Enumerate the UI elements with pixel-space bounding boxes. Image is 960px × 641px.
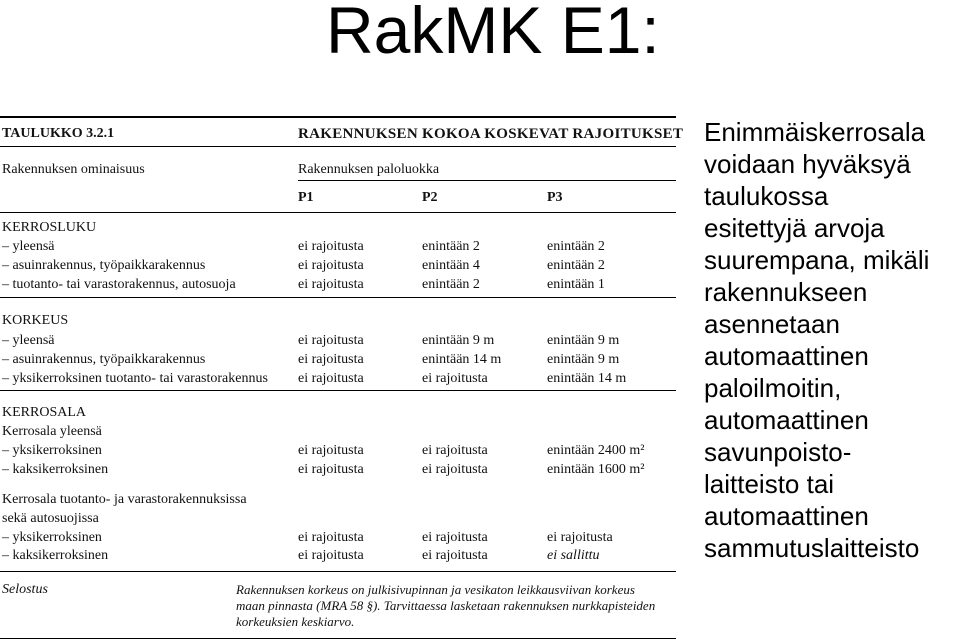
table-top-rule <box>0 116 676 118</box>
class-p2: P2 <box>422 190 438 205</box>
row-label: – kaksikerroksinen <box>2 462 109 477</box>
col-class-header: Rakennuksen paloluokka <box>298 162 440 177</box>
table-rule <box>0 146 676 147</box>
explanation-label: Selostus <box>2 582 48 597</box>
table-rule <box>0 571 676 572</box>
row-value-p3: ei rajoitusta <box>547 530 613 545</box>
side-text <box>704 116 960 564</box>
row-value-p1: ei rajoitusta <box>298 258 364 273</box>
row-value-p1: ei rajoitusta <box>298 239 364 254</box>
section-title: KERROSALA <box>2 405 87 420</box>
table-rule <box>0 212 676 213</box>
table-heading: RAKENNUKSEN KOKOA KOSKEVAT RAJOITUKSET <box>298 126 684 142</box>
row-value-p1: ei rajoitusta <box>298 530 364 545</box>
section-title: KERROSLUKU <box>2 220 97 235</box>
table-rule <box>298 180 676 181</box>
col-property-header: Rakennuksen ominaisuus <box>2 162 145 177</box>
side-text-line: paloilmoitin, <box>704 373 842 403</box>
row-value-p2: ei rajoitusta <box>422 371 488 386</box>
row-value-p1: ei rajoitusta <box>298 352 364 367</box>
row-value-p3: enintään 1600 m² <box>547 462 645 477</box>
row-value-p1: ei rajoitusta <box>298 277 364 292</box>
row-label: – yksikerroksinen <box>2 530 102 545</box>
class-p3: P3 <box>547 190 563 205</box>
row-value-p3: ei sallittu <box>547 548 600 563</box>
table-rule <box>0 390 676 391</box>
row-value-p3: enintään 2400 m² <box>547 443 645 458</box>
explanation-line: maan pinnasta (MRA 58 §). Tarvittaessa lasketaan rakennuksen nurkkapisteiden <box>236 598 656 613</box>
section-subtitle: Kerrosala yleensä <box>2 424 102 439</box>
row-value-p2: enintään 2 <box>422 277 480 292</box>
row-value-p1: ei rajoitusta <box>298 443 364 458</box>
row-value-p2: ei rajoitusta <box>422 443 488 458</box>
side-text-line: rakennukseen <box>704 277 868 307</box>
section-title: KORKEUS <box>2 313 69 328</box>
row-value-p2: enintään 14 m <box>422 352 502 367</box>
explanation-line: korkeuksien keskiarvo. <box>236 614 355 629</box>
section-subtitle: Kerrosala tuotanto- ja varastorakennuksissa <box>2 492 247 507</box>
row-value-p2: ei rajoitusta <box>422 530 488 545</box>
row-value-p2: enintään 4 <box>422 258 480 273</box>
row-label: – kaksikerroksinen <box>2 548 109 563</box>
side-text-line: laitteisto tai <box>704 469 835 499</box>
row-value-p2: enintään 9 m <box>422 333 495 348</box>
row-value-p2: enintään 2 <box>422 239 480 254</box>
row-value-p3: enintään 1 <box>547 277 605 292</box>
table-rule <box>0 297 676 298</box>
slide-title: RakMK E1: <box>326 0 660 67</box>
side-text-line: taulukossa <box>704 181 829 211</box>
row-value-p3: enintään 2 <box>547 239 605 254</box>
row-value-p3: enintään 14 m <box>547 371 627 386</box>
scanned-table-image <box>0 116 684 641</box>
row-label: – asuinrakennus, työpaikkarakennus <box>2 352 206 367</box>
class-p1: P1 <box>298 190 314 205</box>
row-label: – tuotanto- tai varastorakennus, autosuoja <box>2 277 236 292</box>
side-text-line: sammutuslaitteisto <box>704 533 920 563</box>
row-value-p2: ei rajoitusta <box>422 548 488 563</box>
row-value-p1: ei rajoitusta <box>298 548 364 563</box>
table-bottom-rule <box>0 638 676 639</box>
row-label: – yleensä <box>2 333 55 348</box>
side-text-line: Enimmäiskerrosala <box>704 117 926 147</box>
row-value-p1: ei rajoitusta <box>298 371 364 386</box>
row-value-p3: enintään 9 m <box>547 352 620 367</box>
row-label: – yksikerroksinen tuotanto- tai varastorakennus <box>2 371 268 386</box>
side-text-line: automaattinen <box>704 405 869 435</box>
row-label: – yleensä <box>2 239 55 254</box>
side-text-line: asennetaan <box>704 309 840 339</box>
row-value-p3: enintään 2 <box>547 258 605 273</box>
row-value-p1: ei rajoitusta <box>298 333 364 348</box>
row-value-p1: ei rajoitusta <box>298 462 364 477</box>
side-text-line: esitettyjä arvoja <box>704 213 885 243</box>
table-number: TAULUKKO 3.2.1 <box>2 126 115 141</box>
row-label: – yksikerroksinen <box>2 443 102 458</box>
row-value-p3: enintään 9 m <box>547 333 620 348</box>
side-text-line: automaattinen <box>704 501 869 531</box>
side-text-line: suurempana, mikäli <box>704 245 930 275</box>
side-text-line: voidaan hyväksyä <box>704 149 911 179</box>
row-value-p2: ei rajoitusta <box>422 462 488 477</box>
side-text-line: automaattinen <box>704 341 869 371</box>
side-text-line: savunpoisto- <box>704 437 852 467</box>
explanation-line: Rakennuksen korkeus on julkisivupinnan ja vesikaton leikkausviivan korkeus <box>236 582 635 597</box>
row-label: – asuinrakennus, työpaikkarakennus <box>2 258 206 273</box>
section-subtitle: sekä autosuojissa <box>2 511 99 526</box>
